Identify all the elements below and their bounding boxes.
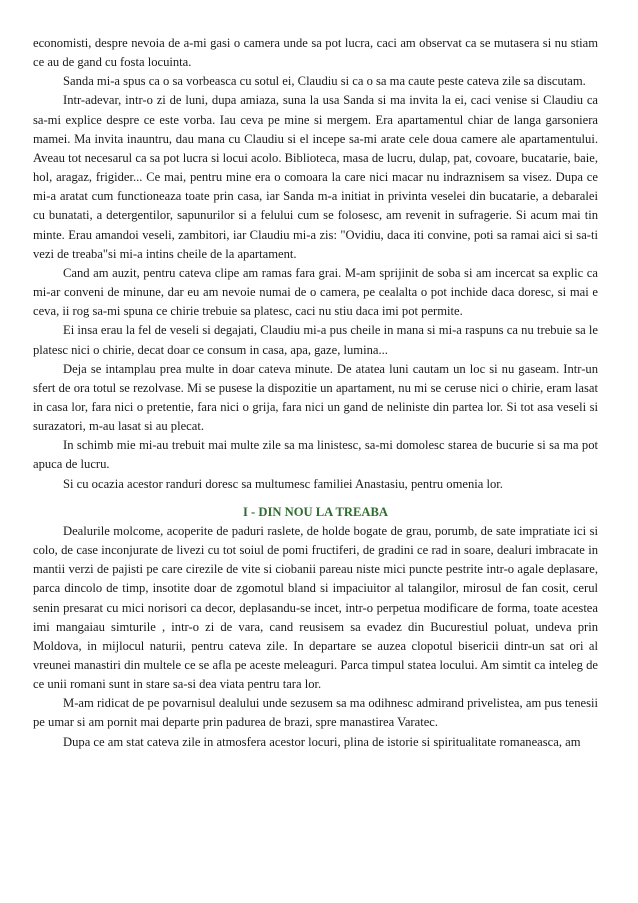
paragraph: Dealurile molcome, acoperite de paduri raslete, de holde bogate de grau, porumb, de sate impratiate ici si colo, de case inconjurate de livezi cu tot soiul de pomi fructiferi, de gradini ce rad in soare, dealuri imbracate in mantii verzi de pajisti pe care cirezile de vite si ciobanii pareau niste mici puncte pestrite intr-o agale deplasare, parca dincolo de timp, insotite doar de zgomotul bland si impaciuitor al talangilor, mirosul de fan cosit, cerul senin presarat cu mici norisori ca decor, deplasandu-se incet, intr-o perpetua modificare de forma, toate acestea imi mangaiau simturile , intr-o zi de vara, cand reusisem sa evadez din Bucurestiul poluat, undeva prin Moldova, in mijlocul naturii, pentru cateva zile. In departare se auzea clopotul bisericii dintr-un sat ori al vreunei manastiri din multele ce se afla pe aceste meleaguri. Parca timpul statea locului. Am simtit ca inteleg de ce unii romani sunt in stare sa-si dea viata pentru tara lor.: [33, 523, 598, 692]
paragraph: Cand am auzit, pentru cateva clipe am ramas fara grai. M-am sprijinit de soba si am incercat sa explic ca mi-ar conveni de minune, dar eu am nevoie numai de o camera, pe cealalta o pot inchide daca doresc, si mai e ceva, ii rog sa-mi spuna ce chirie trebuie sa platesc, caci nu stiu daca imi pot permite.: [33, 265, 598, 319]
paragraph: M-am ridicat de pe povarnisul dealului unde sezusem sa ma odihnesc admirand privelistea, am pus tenesii pe umar si am pornit mai departe prin padurea de brazi, spre manastirea Varatec.: [33, 696, 598, 730]
paragraph: Ei insa erau la fel de veseli si degajati, Claudiu mi-a pus cheile in mana si mi-a raspuns ca nu trebuie sa le platesc nici o chirie, decat doar ce consum in casa, apa, gaze, lumina...: [33, 323, 598, 357]
paragraph: Sanda mi-a spus ca o sa vorbeasca cu sotul ei, Claudiu si ca o sa ma caute peste cateva zile sa discutam.: [63, 74, 586, 89]
paragraph: economisti, despre nevoia de a-mi gasi o camera unde sa pot lucra, caci am observat ca se mutasera si nu stiam ce au de gand cu fosta locuinta.: [33, 36, 598, 70]
paragraph: Dupa ce am stat cateva zile in atmosfera acestor locuri, plina de istorie si spiritualitate romaneasca, am: [63, 734, 581, 749]
paragraph: Deja se intamplau prea multe in doar cateva minute. De atatea luni cautam un loc si nu gaseam. Intr-un sfert de ora totul se rezolvase. Mi se pusese la dispozitie un apartament, nu mi se ceruse nici o chirie, eram lasat in casa lor, fara nici o pretentie, fara nici o grija, fara nici un gand de neliniste din partea lor. Si tot asa veseli si surazatori, m-au lasat si au plecat.: [33, 361, 598, 434]
paragraph: In schimb mie mi-au trebuit mai multe zile sa ma linistesc, sa-mi domolesc starea de bucurie si sa ma pot apuca de lucru.: [33, 438, 598, 472]
paragraph: Si cu ocazia acestor randuri doresc sa multumesc familiei Anastasiu, pentru omenia lor.: [63, 476, 503, 491]
paragraph: Intr-adevar, intr-o zi de luni, dupa amiaza, suna la usa Sanda si ma invita la ei, caci venise si Claudiu ca sa-mi explice despre ce este vorba. Iau ceva pe mine si mergem. Era apartamentul chiar de langa garsoniera mamei. Ma invita inauntru, dau mana cu Claudiu si el incepe sa-mi arate cele doua camere ale apartamentului. Aveau tot necesarul ca sa pot lucra si locui acolo. Biblioteca, masa de lucru, dulap, pat, covoare, bucatarie, baie, hol, aragaz, frigider... Ce mai, pentru mine era o comoara la care nici macar nu indraznisem sa visez. Dupa ce mi-a aratat cum functioneaza toate prin casa, iar Sanda m-a initiat in privinta veselei din bucatarie, a debaralei cu bunatati, a detergentilor, sapunurilor si a felului cum se folosesc, am revenit in sufragerie. Si acum mai tin minte. Erau amandoi veseli, zambitori, iar Claudiu mi-a zis: "Ovidiu, daca iti convine, poti sa ramai aici si sa-ti vezi de treaba"si mi-a intins cheile de la apartament.: [33, 93, 598, 261]
chapter-heading: I - DIN NOU LA TREABA: [243, 504, 388, 519]
